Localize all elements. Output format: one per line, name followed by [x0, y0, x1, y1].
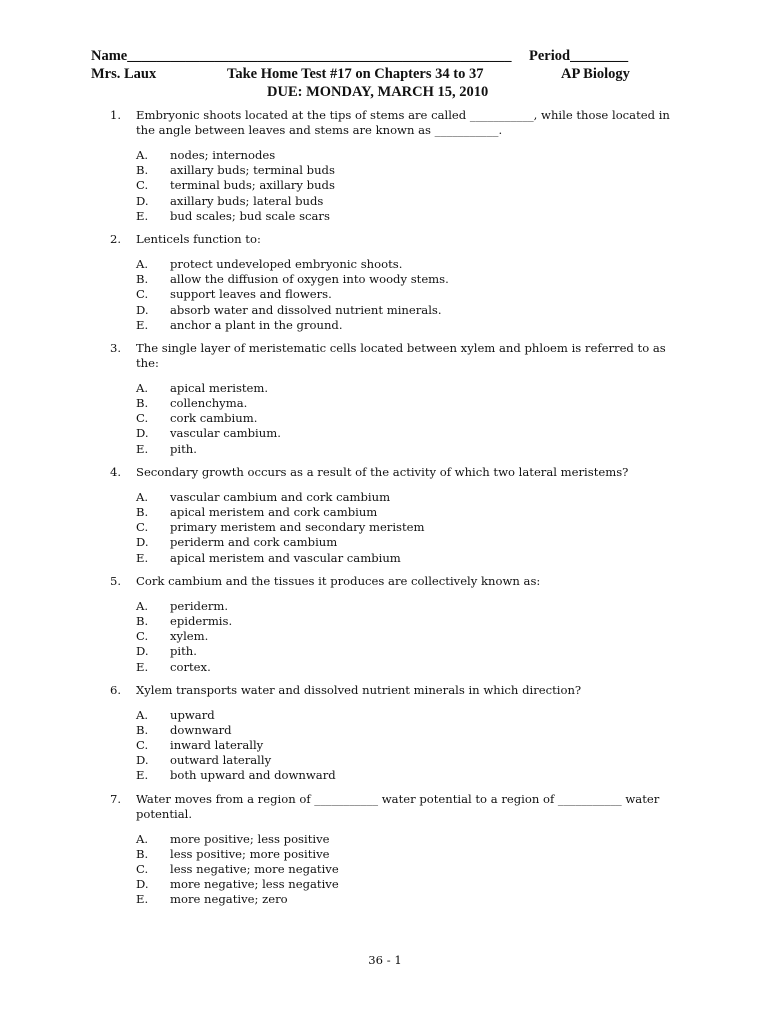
answer-option [136, 178, 670, 193]
option-letter: D. [136, 426, 149, 441]
option-text: both upward and downward [170, 768, 336, 783]
option-letter: A. [136, 256, 149, 271]
question-number: 1. [110, 108, 122, 122]
answer-option [136, 768, 670, 783]
option-letter: E. [136, 768, 149, 783]
option-letter: D. [136, 753, 149, 768]
answer-options [136, 599, 670, 675]
answer-option [136, 877, 670, 892]
answer-option [136, 892, 670, 907]
option-text: periderm and cork cambium [170, 535, 338, 550]
option-letter: C. [136, 862, 149, 876]
option-letter: A. [136, 380, 149, 395]
option-text: nodes; internodes [170, 148, 276, 162]
option-text: support leaves and flowers. [170, 287, 332, 302]
question-3 [110, 341, 670, 457]
question-number: 5. [110, 573, 122, 588]
answer-options [136, 148, 670, 224]
teacher-name: Mrs. Laux [91, 66, 157, 82]
option-letter: D. [136, 535, 149, 550]
option-text: periderm. [170, 598, 229, 613]
option-text: axillary buds; terminal buds [170, 163, 335, 178]
due-date: DUE: MONDAY, MARCH 15, 2010 [267, 84, 489, 100]
question-text: The single layer of meristematic cells located between xylem and phloem is referred to as the: [136, 340, 670, 370]
option-letter: D. [136, 302, 149, 317]
question-stem [110, 574, 670, 589]
answer-option [136, 629, 670, 644]
answer-option [136, 318, 670, 333]
option-letter: C. [136, 738, 149, 753]
question-text: Embryonic shoots located at the tips of stems are called ___________, while those located in the angle between leaves and stems are known as ___________. [136, 108, 674, 137]
option-letter: B. [136, 505, 149, 519]
option-text: pith. [170, 644, 197, 659]
option-letter: A. [136, 489, 149, 504]
answer-option [136, 753, 670, 768]
answer-option [136, 505, 670, 520]
answer-option [136, 847, 670, 862]
answer-option [136, 303, 670, 318]
option-text: absorb water and dissolved nutrient minerals. [170, 302, 442, 317]
option-text: bud scales; bud scale scars [170, 208, 330, 223]
answer-option [136, 381, 670, 396]
answer-option [136, 257, 670, 272]
answer-option [136, 163, 670, 178]
answer-options [136, 257, 670, 333]
option-letter: B. [136, 846, 149, 861]
answer-option [136, 614, 670, 629]
answer-option [136, 723, 670, 738]
answer-option [136, 708, 670, 723]
question-text: Secondary growth occurs as a result of the activity of which two lateral meristems? [136, 464, 629, 479]
option-letter: D. [136, 644, 149, 659]
answer-option [136, 599, 670, 614]
option-text: vascular cambium. [170, 426, 281, 441]
option-letter: A. [136, 598, 149, 613]
option-text: more negative; zero [170, 892, 288, 907]
option-letter: C. [136, 178, 149, 193]
answer-option [136, 148, 670, 163]
option-letter: E. [136, 659, 149, 674]
answer-option [136, 644, 670, 659]
page-number: 36 - 1 [368, 953, 402, 967]
question-text: Lenticels function to: [136, 231, 261, 246]
question-5 [110, 574, 670, 675]
option-letter: B. [136, 396, 149, 411]
question-stem [110, 341, 670, 371]
option-text: less negative; more negative [170, 862, 339, 876]
option-letter: D. [136, 193, 149, 208]
option-letter: E. [136, 550, 149, 565]
question-1 [110, 108, 674, 224]
answer-option [136, 396, 670, 411]
option-text: xylem. [170, 629, 209, 644]
question-number: 7. [110, 791, 122, 806]
option-text: collenchyma. [170, 396, 248, 411]
question-4 [110, 465, 670, 566]
question-number: 2. [110, 231, 122, 246]
answer-option [136, 209, 670, 224]
question-7 [110, 792, 670, 908]
option-text: primary meristem and secondary meristem [170, 520, 425, 535]
answer-option [136, 411, 670, 426]
question-number: 6. [110, 682, 122, 697]
option-text: upward [170, 707, 215, 722]
option-text: apical meristem. [170, 380, 269, 395]
option-text: pith. [170, 441, 197, 456]
question-number: 4. [110, 464, 122, 479]
question-stem [110, 232, 670, 247]
name-line: Name_____________________________________________________ [91, 48, 512, 64]
option-letter: C. [136, 629, 149, 644]
option-text: less positive; more positive [170, 846, 330, 861]
answer-option [136, 194, 670, 209]
option-text: allow the diffusion of oxygen into woody stems. [170, 272, 449, 287]
option-text: apical meristem and cork cambium [170, 505, 378, 519]
answer-options [136, 381, 670, 457]
test-title: Take Home Test #17 on Chapters 34 to 37 [227, 66, 484, 82]
option-text: downward [170, 722, 232, 737]
option-text: cork cambium. [170, 411, 258, 426]
option-text: vascular cambium and cork cambium [170, 489, 391, 504]
option-text: terminal buds; axillary buds [170, 178, 335, 193]
option-text: axillary buds; lateral buds [170, 193, 324, 208]
period-line: Period________ [529, 48, 629, 64]
option-letter: A. [136, 148, 149, 162]
answer-options [136, 708, 670, 784]
option-letter: C. [136, 287, 149, 302]
question-text: Cork cambium and the tissues it produces are collectively known as: [136, 573, 541, 588]
option-letter: B. [136, 272, 149, 287]
answer-option [136, 287, 670, 302]
question-stem [110, 792, 670, 822]
answer-option [136, 442, 670, 457]
option-text: protect undeveloped embryonic shoots. [170, 256, 403, 271]
option-letter: B. [136, 722, 149, 737]
option-text: more positive; less positive [170, 831, 330, 846]
answer-option [136, 535, 670, 550]
answer-option [136, 832, 670, 847]
option-text: inward laterally [170, 738, 264, 753]
question-stem [110, 683, 670, 698]
option-letter: B. [136, 613, 149, 628]
answer-option [136, 551, 670, 566]
course-name: AP Biology [561, 66, 630, 82]
option-letter: A. [136, 831, 149, 846]
question-text: Xylem transports water and dissolved nutrient minerals in which direction? [136, 682, 582, 697]
option-letter: E. [136, 208, 149, 223]
answer-option [136, 862, 670, 877]
question-stem [110, 108, 674, 138]
question-number: 3. [110, 340, 122, 355]
option-text: outward laterally [170, 753, 272, 768]
answer-option [136, 490, 670, 505]
option-text: anchor a plant in the ground. [170, 317, 343, 332]
option-letter: E. [136, 441, 149, 456]
question-stem [110, 465, 670, 480]
answer-options [136, 832, 670, 908]
option-letter: C. [136, 520, 149, 535]
option-letter: E. [136, 317, 149, 332]
option-letter: C. [136, 411, 149, 426]
option-text: apical meristem and vascular cambium [170, 550, 401, 565]
option-text: more negative; less negative [170, 877, 339, 892]
answer-option [136, 520, 670, 535]
option-text: cortex. [170, 659, 211, 674]
question-2 [110, 232, 670, 333]
question-text: Water moves from a region of ___________ water potential to a region of ___________ water potential. [136, 791, 663, 821]
question-6 [110, 683, 670, 784]
answer-options [136, 490, 670, 566]
answer-option [136, 426, 670, 441]
option-letter: D. [136, 877, 149, 892]
answer-option [136, 272, 670, 287]
option-text: epidermis. [170, 613, 233, 628]
answer-option [136, 660, 670, 675]
question-list [110, 108, 674, 916]
option-letter: E. [136, 892, 149, 907]
option-letter: B. [136, 163, 149, 178]
answer-option [136, 738, 670, 753]
option-letter: A. [136, 707, 149, 722]
